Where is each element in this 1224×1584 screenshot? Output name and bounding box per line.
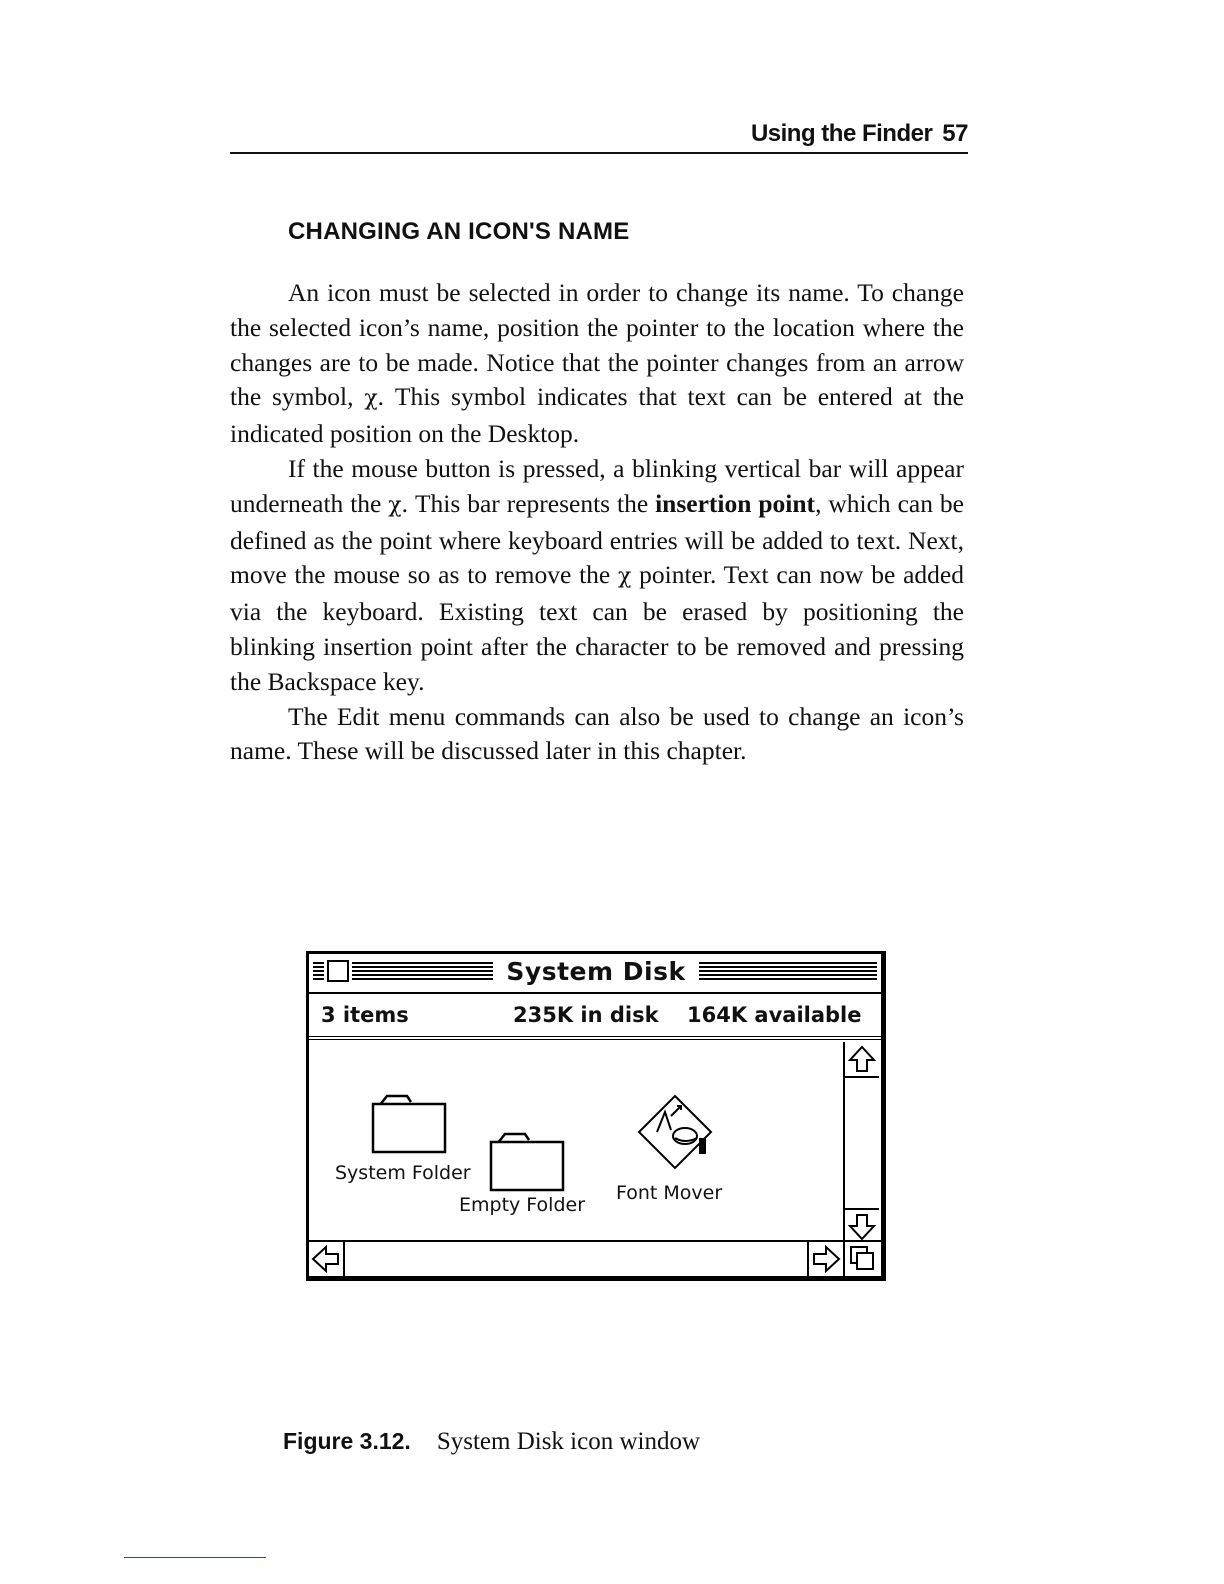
close-box[interactable] (327, 960, 349, 982)
window-info-bar (309, 994, 881, 1040)
disk-used: 235K in disk (513, 1003, 659, 1027)
horizontal-scrollbar[interactable] (309, 1240, 843, 1276)
text-cursor-symbol: χ (364, 386, 378, 412)
items-count: 3 items (321, 1003, 409, 1027)
window-title: System Disk (493, 957, 699, 986)
figure-title: System Disk icon window (436, 1428, 701, 1455)
resize-icon (845, 1242, 879, 1274)
right-arrow-icon (809, 1242, 843, 1276)
folder-icon[interactable] (369, 1092, 451, 1156)
paragraph-3: The Edit menu commands can also be used to change an icon’s name. These will be discussed later in this chapter. (230, 701, 964, 766)
icon-label-empty-folder[interactable]: Empty Folder (459, 1194, 586, 1216)
figure-number: Figure 3.12. (283, 1428, 411, 1454)
vertical-scrollbar[interactable] (843, 1042, 881, 1244)
window-title-bar[interactable] (309, 954, 881, 994)
font-mover-icon[interactable] (635, 1092, 719, 1176)
scroll-up-arrow[interactable] (845, 1042, 879, 1078)
paragraph-2: If the mouse button is pressed, a blinking vertical bar will appear underneath the χ. This bar represents the insertion point, which can be defined as the point where keyboard entries will be added to text. Next, move the mouse so as to remove the χ pointer. Text can now be added via the keyboard. Existing text can be erased by positioning the blinking insertion point after the character to be removed and pressing the Backspace key. (230, 453, 965, 696)
disk-available: 164K available (687, 1003, 862, 1027)
title-bar-stripes (699, 962, 877, 982)
text-cursor-symbol: χ (618, 564, 632, 590)
term-insertion-point: insertion point (655, 488, 816, 518)
size-box[interactable] (843, 1240, 881, 1276)
footnote-rule (124, 1557, 266, 1558)
icon-label-system-folder[interactable]: System Folder (335, 1162, 471, 1184)
paragraph-1: An icon must be selected in order to change its name. To change the selected icon’s name, position the pointer to the location where the changes are to be made. Notice that the pointer changes from an arrow the symbol, χ. This symbol indicates that text can be entered at the indicated position on the Desktop. (230, 278, 965, 449)
text-cursor-symbol: χ (388, 492, 402, 518)
left-arrow-icon (309, 1242, 343, 1276)
folder-icon[interactable] (487, 1130, 569, 1194)
body-text (230, 276, 964, 769)
running-head-title: Using the Finder (750, 120, 933, 147)
up-arrow-icon (845, 1042, 879, 1076)
scroll-down-arrow[interactable] (845, 1208, 879, 1244)
scroll-right-arrow[interactable] (807, 1242, 843, 1276)
icon-label-font-mover[interactable]: Font Mover (616, 1182, 723, 1204)
system-disk-window (306, 951, 886, 1281)
page-number: 57 (942, 120, 968, 147)
down-arrow-icon (845, 1210, 879, 1244)
section-heading: CHANGING AN ICON'S NAME (288, 218, 630, 245)
figure-caption (283, 1428, 700, 1456)
scroll-left-arrow[interactable] (309, 1242, 345, 1276)
running-head (230, 120, 968, 154)
window-content (309, 1042, 845, 1244)
